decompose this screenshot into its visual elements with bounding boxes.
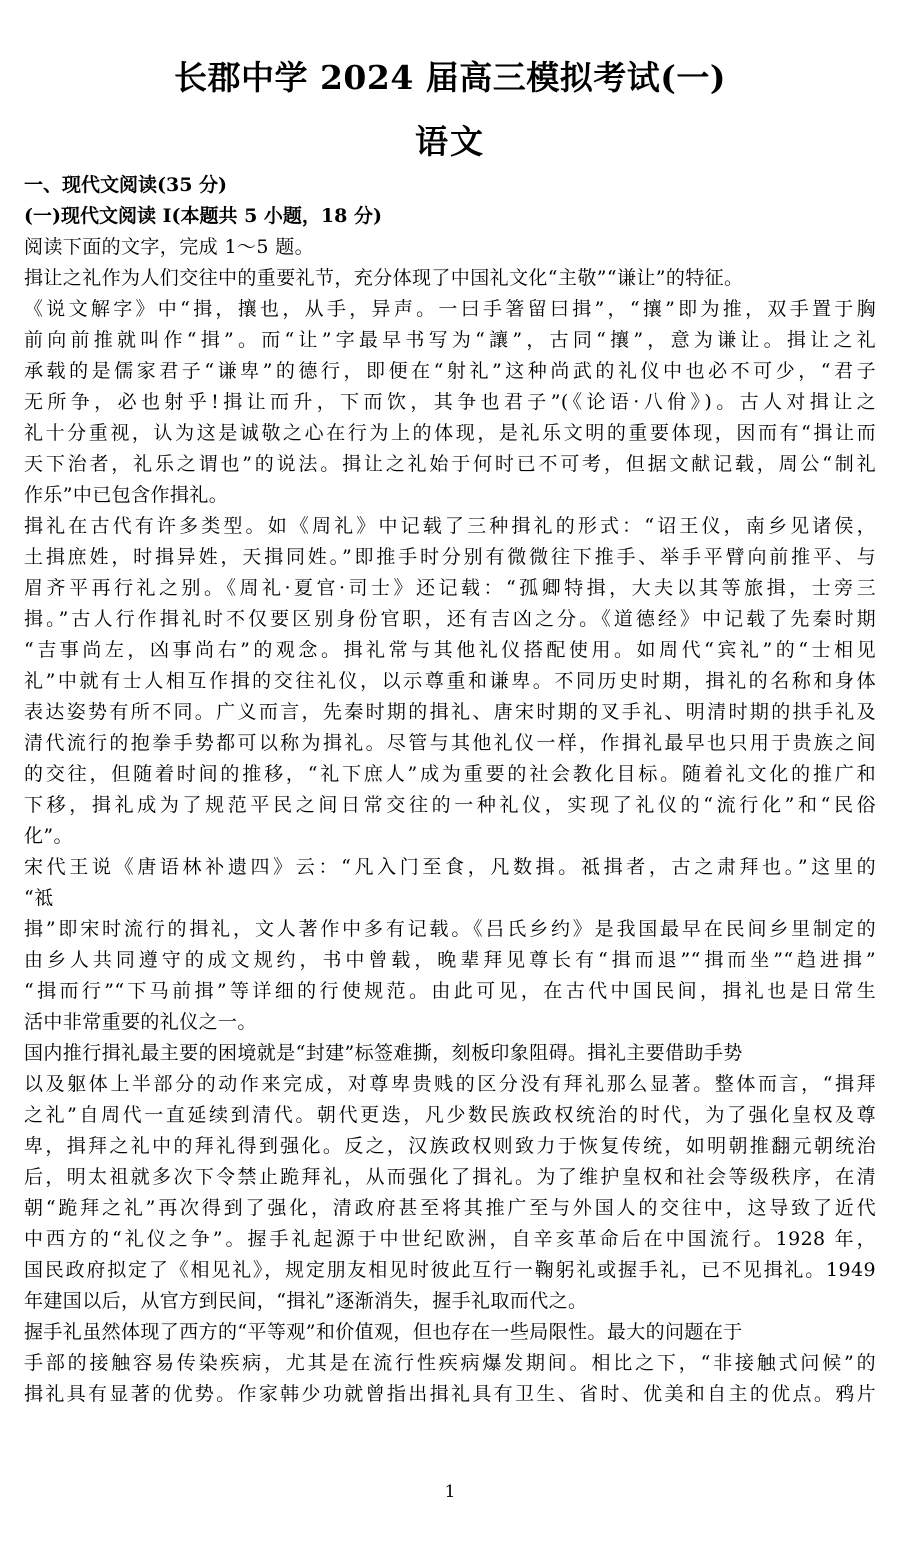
passage-body <box>24 170 876 1410</box>
text-line: 下移，揖礼成为了规范平民之间日常交往的一种礼仪，实现了礼仪的“流行化”和“民俗 <box>24 794 876 816</box>
text-line: 揖礼具有显著的优势。作家韩少功就曾指出揖礼具有卫生、省时、优美和自主的优点。鸦片 <box>24 1383 876 1405</box>
text-line: 中西方的“礼仪之争”。握手礼起源于中世纪欧洲，自辛亥革命后在中国流行。1928 年， <box>24 1228 876 1250</box>
text-line: 活中非常重要的礼仪之一。 <box>24 1011 257 1033</box>
text-line: 礼十分重视，认为这是诚敬之心在行为上的体现，是礼乐文明的重要体现，因而有“揖让而 <box>24 422 876 444</box>
text-line: 揖”即宋时流行的揖礼，文人著作中多有记载。《吕氏乡约》是我国最早在民间乡里制定的 <box>24 918 876 940</box>
text-line: 土揖庶姓，时揖异姓，天揖同姓。”即推手时分别有微微往下推手、举手平臂向前推平、与 <box>24 546 876 568</box>
page-number: 1 <box>444 1482 456 1502</box>
text-line: 揖。”古人行作揖礼时不仅要区别身份官职，还有吉凶之分。《道德经》中记载了先秦时期 <box>24 608 876 630</box>
text-line: 以及躯体上半部分的动作来完成，对尊卑贵贱的区分没有拜礼那么显著。整体而言，“揖拜 <box>24 1073 876 1095</box>
text-line: 国内推行揖礼最主要的困境就是“封建”标签难撕，刻板印象阻碍。揖礼主要借助手势 <box>24 1042 743 1064</box>
text-line: 朝“跪拜之礼”再次得到了强化，清政府甚至将其推广至与外国人的交往中，这导致了近代 <box>24 1197 876 1219</box>
text-line: 天下治者，礼乐之谓也”的说法。揖让之礼始于何时已不可考，但据文献记载，周公“制礼 <box>24 453 876 475</box>
text-line: 由乡人共同遵守的成文规约，书中曾载，晚辈拜见尊长有“揖而退”“揖而坐”“趋进揖” <box>24 949 876 971</box>
text-line: 阅读下面的文字，完成 1～5 题。 <box>24 236 315 258</box>
text-line: 宋代王说《唐语林补遗四》云：“凡入门至食，凡数揖。祗揖者，古之肃拜也。”这里的 <box>24 856 876 878</box>
text-line: “祗 <box>24 887 54 909</box>
text-line: 前向前推就叫作“揖”。而“让”字最早书写为“讓”，古同“攘”，意为谦让。揖让之礼 <box>24 329 876 351</box>
text-line: 清代流行的抱拳手势都可以称为揖礼。尽管与其他礼仪一样，作揖礼最早也只用于贵族之间 <box>24 732 876 754</box>
text-line: 眉齐平再行礼之别。《周礼·夏官·司士》还记载：“孤卿特揖，大夫以其等旅揖，士旁三 <box>24 577 876 599</box>
section-heading: (一)现代文阅读 I(本题共 5 小题，18 分) <box>24 205 382 227</box>
text-line: 承载的是儒家君子“谦卑”的德行，即便在“射礼”这种尚武的礼仪中也必不可少，“君子 <box>24 360 876 382</box>
text-line: 揖礼在古代有许多类型。如《周礼》中记载了三种揖礼的形式：“诏王仪，南乡见诸侯， <box>24 515 876 537</box>
text-line: 的交往，但随着时间的推移，“礼下庶人”成为重要的社会教化目标。随着礼文化的推广和 <box>24 763 876 785</box>
text-line: 后，明太祖就多次下令禁止跪拜礼，从而强化了揖礼。为了维护皇权和社会等级秩序，在清 <box>24 1166 876 1188</box>
subject-heading: 语文 <box>415 122 485 161</box>
text-line: 卑，揖拜之礼中的拜礼得到强化。反之，汉族政权则致力于恢复传统，如明朝推翻元朝统治 <box>24 1135 876 1157</box>
text-line: 揖让之礼作为人们交往中的重要礼节，充分体现了中国礼文化“主敬”“谦让”的特征。 <box>24 267 744 289</box>
section-heading: 一、现代文阅读(35 分) <box>24 174 228 196</box>
text-line: 《说文解字》中“揖，攘也，从手，异声。一曰手箸留曰揖”，“攘”即为推，双手置于胸 <box>24 298 876 320</box>
exam-title: 长郡中学 2024 届高三模拟考试(一) <box>173 58 727 97</box>
text-line: 化”。 <box>24 825 73 847</box>
text-line: 作乐”中已包含作揖礼。 <box>24 484 229 506</box>
text-line: 国民政府拟定了《相见礼》，规定朋友相见时彼此互行一鞠躬礼或握手礼，已不见揖礼。1949 <box>24 1259 876 1281</box>
text-line: 手部的接触容易传染疾病，尤其是在流行性疾病爆发期间。相比之下，“非接触式问候”的 <box>24 1352 876 1374</box>
text-line: 礼”中就有士人相互作揖的交往礼仪，以示尊重和谦卑。不同历史时期，揖礼的名称和身体 <box>24 670 876 692</box>
text-line: “吉事尚左，凶事尚右”的观念。揖礼常与其他礼仪搭配使用。如周代“宾礼”的“士相见 <box>24 639 876 661</box>
text-line: 年建国以后，从官方到民间，“揖礼”逐渐消失，握手礼取而代之。 <box>24 1290 588 1312</box>
text-line: 握手礼虽然体现了西方的“平等观”和价值观，但也存在一些局限性。最大的问题在于 <box>24 1321 743 1343</box>
text-line: 之礼”自周代一直延续到清代。朝代更迭，凡少数民族政权统治的时代，为了强化皇权及尊 <box>24 1104 876 1126</box>
text-line: 无所争，必也射乎!揖让而升，下而饮，其争也君子”(《论语·八佾》)。古人对揖让之 <box>24 391 876 413</box>
text-line: 表达姿势有所不同。广义而言，先秦时期的揖礼、唐宋时期的叉手礼、明清时期的拱手礼及 <box>24 701 876 723</box>
text-line: “揖而行”“下马前揖”等详细的行使规范。由此可见，在古代中国民间，揖礼也是日常生 <box>24 980 876 1002</box>
